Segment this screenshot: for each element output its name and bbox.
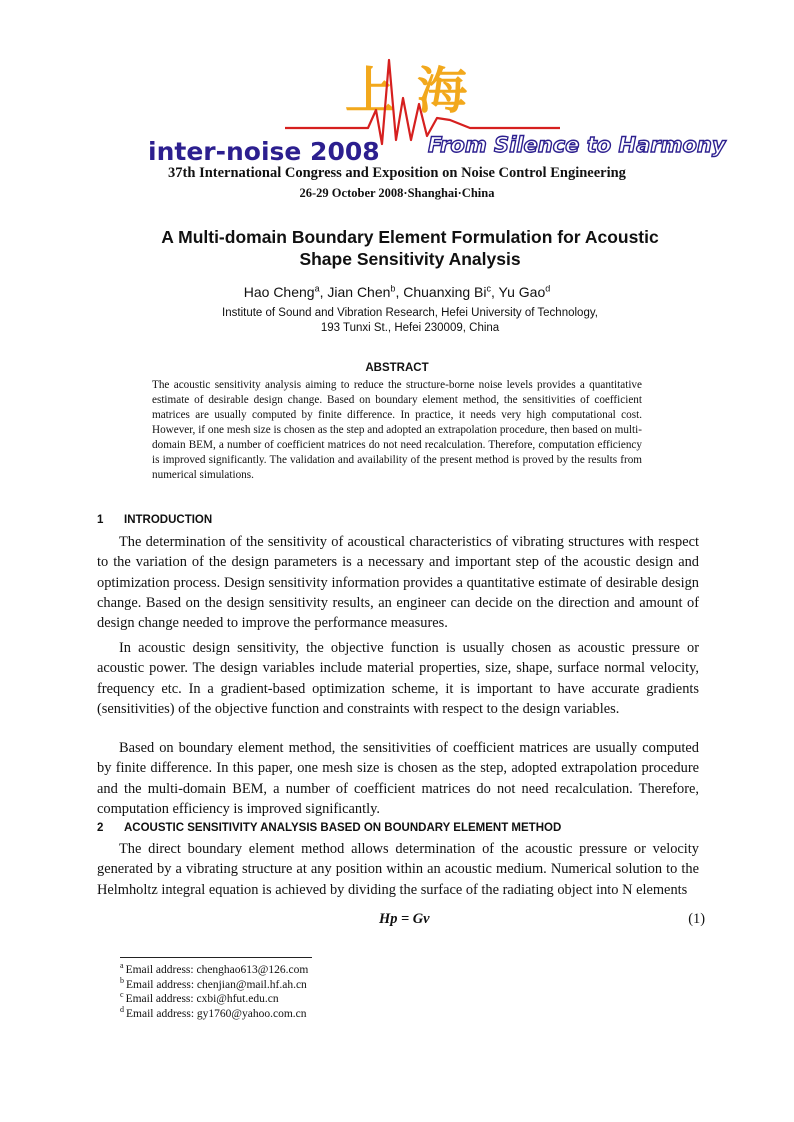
footnote-mark: a <box>120 961 124 971</box>
section-title: ACOUSTIC SENSITIVITY ANALYSIS BASED ON BOUNDARY ELEMENT METHOD <box>124 822 562 834</box>
footnote <box>120 975 620 993</box>
abstract-heading: ABSTRACT <box>365 362 429 374</box>
author-list <box>0 284 794 300</box>
equation-number: (1) <box>688 911 705 927</box>
footnotes <box>120 963 620 1021</box>
author-mark: b <box>390 283 396 294</box>
footnote-divider <box>120 957 312 958</box>
brand-wordmark: inter-noise 2008 <box>148 137 380 166</box>
section-heading <box>97 514 717 526</box>
footnote <box>120 1004 620 1022</box>
author-name: Yu Gao <box>498 284 546 300</box>
section-number: 1 <box>97 514 104 526</box>
author-mark: c <box>486 283 491 294</box>
body-paragraph: Based on boundary element method, the sensitivities of coefficient matrices are usually computed by finite difference. In this paper, one mesh size is chosen as the step, adopted extrapolation procedure and the multi-domain BEM, a number of coefficient matrices do not need recalculation. Therefore, computation efficiency is improved significantly. <box>97 740 699 817</box>
author-mark: a <box>314 283 320 294</box>
footnote-text: Email address: chenghao613@126.com <box>125 964 309 976</box>
footnote-text: Email address: gy1760@yahoo.com.cn <box>126 1007 307 1020</box>
equation-expression: Hp = Gv <box>379 911 430 927</box>
inter-noise-logo-graphic <box>140 40 726 166</box>
section-number: 2 <box>97 822 104 834</box>
congress-dates: 26-29 October 2008·Shanghai·China <box>299 186 495 200</box>
affiliation-line: Institute of Sound and Vibration Research, Hefei University of Technology, <box>222 307 598 319</box>
shanghai-glyphs: 上海 <box>345 62 489 120</box>
author-name: Jian Chen <box>327 284 391 300</box>
footnote <box>120 963 620 978</box>
section-heading <box>97 822 717 834</box>
footnote-text: Email address: cxbi@hfut.edu.cn <box>125 993 279 1005</box>
affiliation <box>100 306 720 336</box>
paper-title-line: Shape Sensitivity Analysis <box>299 249 521 269</box>
author-separator: , <box>491 284 499 300</box>
author-name: Chuanxing Bi <box>403 284 487 300</box>
footnote-mark: c <box>120 990 124 1000</box>
conference-logo <box>140 40 726 166</box>
body-paragraph: The determination of the sensitivity of acoustical characteristics of vibrating structures with respect to the variation of the design parameters is a necessary and important step of the acoustic design and optimization process. Design sensitivity information provides a quantitative estimate of desirable design change. Based on the design sensitivity results, an engineer can decide on the direction and amount of design change needed to improve the performance measures. <box>97 534 699 632</box>
section-title: INTRODUCTION <box>124 514 213 526</box>
footnote-mark: d <box>120 1004 124 1014</box>
body-paragraph: The direct boundary element method allows determination of the acoustic pressure or velocity generated by a vibrating structure at any position within an acoustic medium. Numerical solution to the Helmholtz integral equation is achieved by dividing the surface of the radiating object into N elements <box>97 841 699 898</box>
congress-title: 37th International Congress and Exposition on Noise Control Engineering <box>168 165 626 181</box>
paper-title <box>100 226 720 270</box>
footnote-text: Email address: chenjian@mail.hf.ah.cn <box>126 978 307 991</box>
body-paragraph: In acoustic design sensitivity, the objective function is usually chosen as acoustic pressure or acoustic power. The design variables include material properties, size, shape, surface normal velocity, frequency etc. In a gradient-based optimization scheme, it is important to have accurate gradients (sensitivities) of the objective function and constraints with respect to the design variables. <box>97 640 699 717</box>
author-separator: , <box>395 284 404 300</box>
tagline-wordmark: From Silence to Harmony <box>428 133 726 157</box>
footnote <box>120 992 620 1007</box>
affiliation-line: 193 Tunxi St., Hefei 230009, China <box>320 322 500 334</box>
paper-title-line: A Multi-domain Boundary Element Formulation for Acoustic <box>161 227 659 247</box>
author-separator: , <box>319 284 328 300</box>
abstract-text: The acoustic sensitivity analysis aiming to reduce the structure-borne noise levels provides a quantitative estimate of desirable design change. Based on boundary element method, the sensitivities of coefficient matrices are usually computed by finite difference. In practice, it needs very high computational cost. However, if one mesh size is chosen as the step and adopted an extrapolation procedure, then based on multi-domain BEM, a number of coefficient matrices do not need recalculation. Therefore, computation efficiency is improved significantly. The validation and availability of the present method is proved by the results from numerical simulations. <box>152 379 642 481</box>
footnote-mark: b <box>120 975 124 985</box>
author-mark: d <box>545 283 551 294</box>
author-name: Hao Cheng <box>243 284 315 300</box>
